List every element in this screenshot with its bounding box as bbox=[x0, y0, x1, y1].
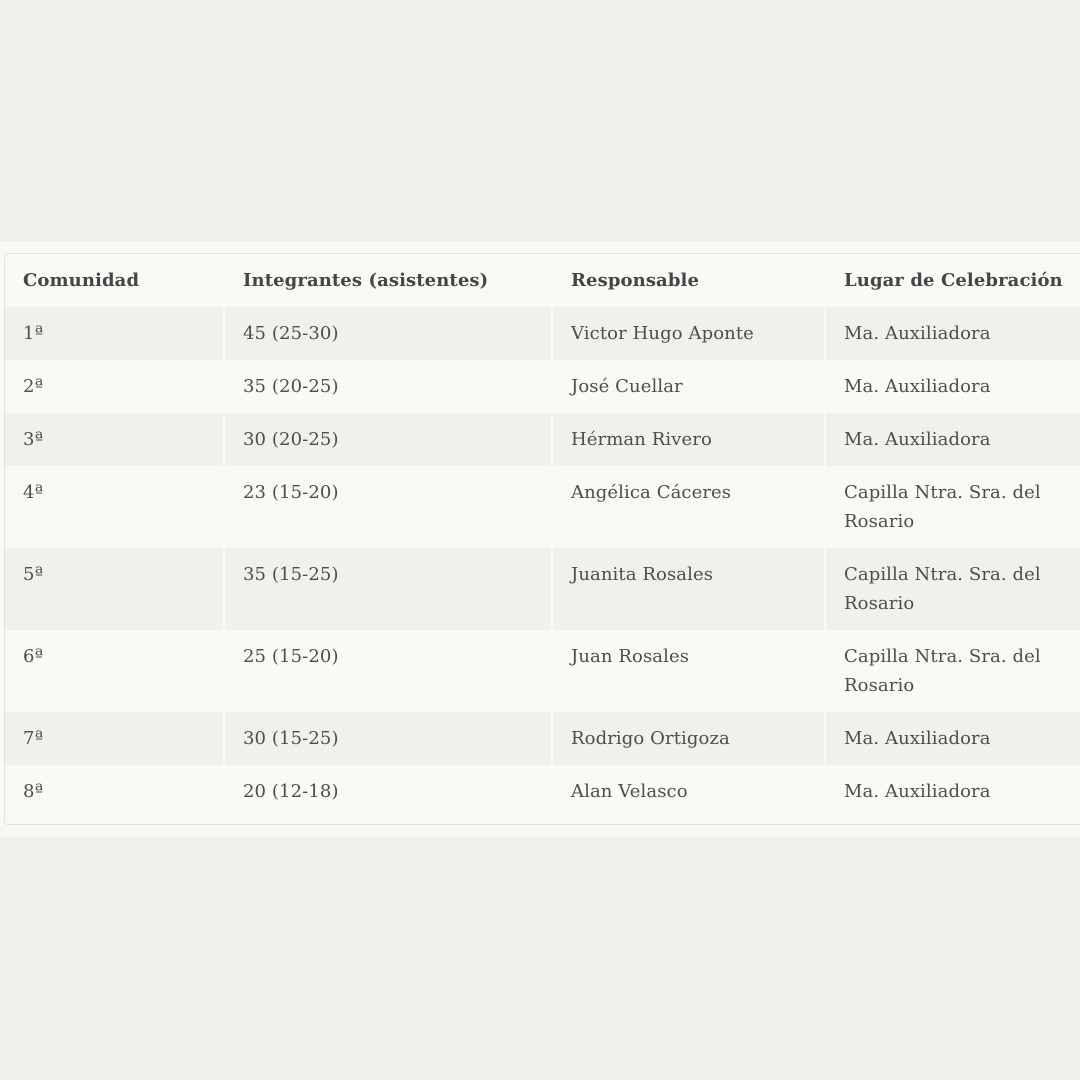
cell-lugar: Capilla Ntra. Sra. del Rosario bbox=[825, 548, 1080, 630]
cell-integrantes: 30 (20-25) bbox=[224, 413, 552, 466]
header-lugar: Lugar de Celebración bbox=[825, 254, 1080, 307]
cell-comunidad: 8ª bbox=[5, 765, 224, 818]
cell-integrantes: 20 (12-18) bbox=[224, 765, 552, 818]
communities-table bbox=[5, 254, 1080, 818]
table-body bbox=[5, 307, 1080, 818]
cell-responsable: Rodrigo Ortigoza bbox=[552, 712, 825, 765]
cell-responsable: José Cuellar bbox=[552, 360, 825, 413]
cell-responsable: Juanita Rosales bbox=[552, 548, 825, 630]
header-row bbox=[5, 254, 1080, 307]
cell-integrantes: 45 (25-30) bbox=[224, 307, 552, 360]
cell-comunidad: 5ª bbox=[5, 548, 224, 630]
header-integrantes: Integrantes (asistentes) bbox=[224, 254, 552, 307]
table-row bbox=[5, 712, 1080, 765]
header-responsable: Responsable bbox=[552, 254, 825, 307]
table-header bbox=[5, 254, 1080, 307]
table-row bbox=[5, 360, 1080, 413]
cell-integrantes: 35 (15-25) bbox=[224, 548, 552, 630]
cell-lugar: Capilla Ntra. Sra. del Rosario bbox=[825, 630, 1080, 712]
table-row bbox=[5, 307, 1080, 360]
table-row bbox=[5, 548, 1080, 630]
cell-responsable: Angélica Cáceres bbox=[552, 466, 825, 548]
cell-lugar: Capilla Ntra. Sra. del Rosario bbox=[825, 466, 1080, 548]
content-panel bbox=[0, 242, 1080, 837]
cell-comunidad: 7ª bbox=[5, 712, 224, 765]
cell-integrantes: 23 (15-20) bbox=[224, 466, 552, 548]
cell-lugar: Ma. Auxiliadora bbox=[825, 360, 1080, 413]
cell-lugar: Ma. Auxiliadora bbox=[825, 712, 1080, 765]
cell-comunidad: 2ª bbox=[5, 360, 224, 413]
cell-comunidad: 4ª bbox=[5, 466, 224, 548]
cell-responsable: Alan Velasco bbox=[552, 765, 825, 818]
table-row bbox=[5, 630, 1080, 712]
cell-responsable: Juan Rosales bbox=[552, 630, 825, 712]
cell-comunidad: 1ª bbox=[5, 307, 224, 360]
communities-table-card bbox=[4, 253, 1080, 825]
cell-lugar: Ma. Auxiliadora bbox=[825, 413, 1080, 466]
cell-lugar: Ma. Auxiliadora bbox=[825, 307, 1080, 360]
table-row bbox=[5, 765, 1080, 818]
cell-integrantes: 30 (15-25) bbox=[224, 712, 552, 765]
cell-comunidad: 3ª bbox=[5, 413, 224, 466]
header-comunidad: Comunidad bbox=[5, 254, 224, 307]
cell-responsable: Hérman Rivero bbox=[552, 413, 825, 466]
cell-lugar: Ma. Auxiliadora bbox=[825, 765, 1080, 818]
table-row bbox=[5, 413, 1080, 466]
cell-comunidad: 6ª bbox=[5, 630, 224, 712]
cell-integrantes: 35 (20-25) bbox=[224, 360, 552, 413]
cell-responsable: Victor Hugo Aponte bbox=[552, 307, 825, 360]
table-row bbox=[5, 466, 1080, 548]
cell-integrantes: 25 (15-20) bbox=[224, 630, 552, 712]
